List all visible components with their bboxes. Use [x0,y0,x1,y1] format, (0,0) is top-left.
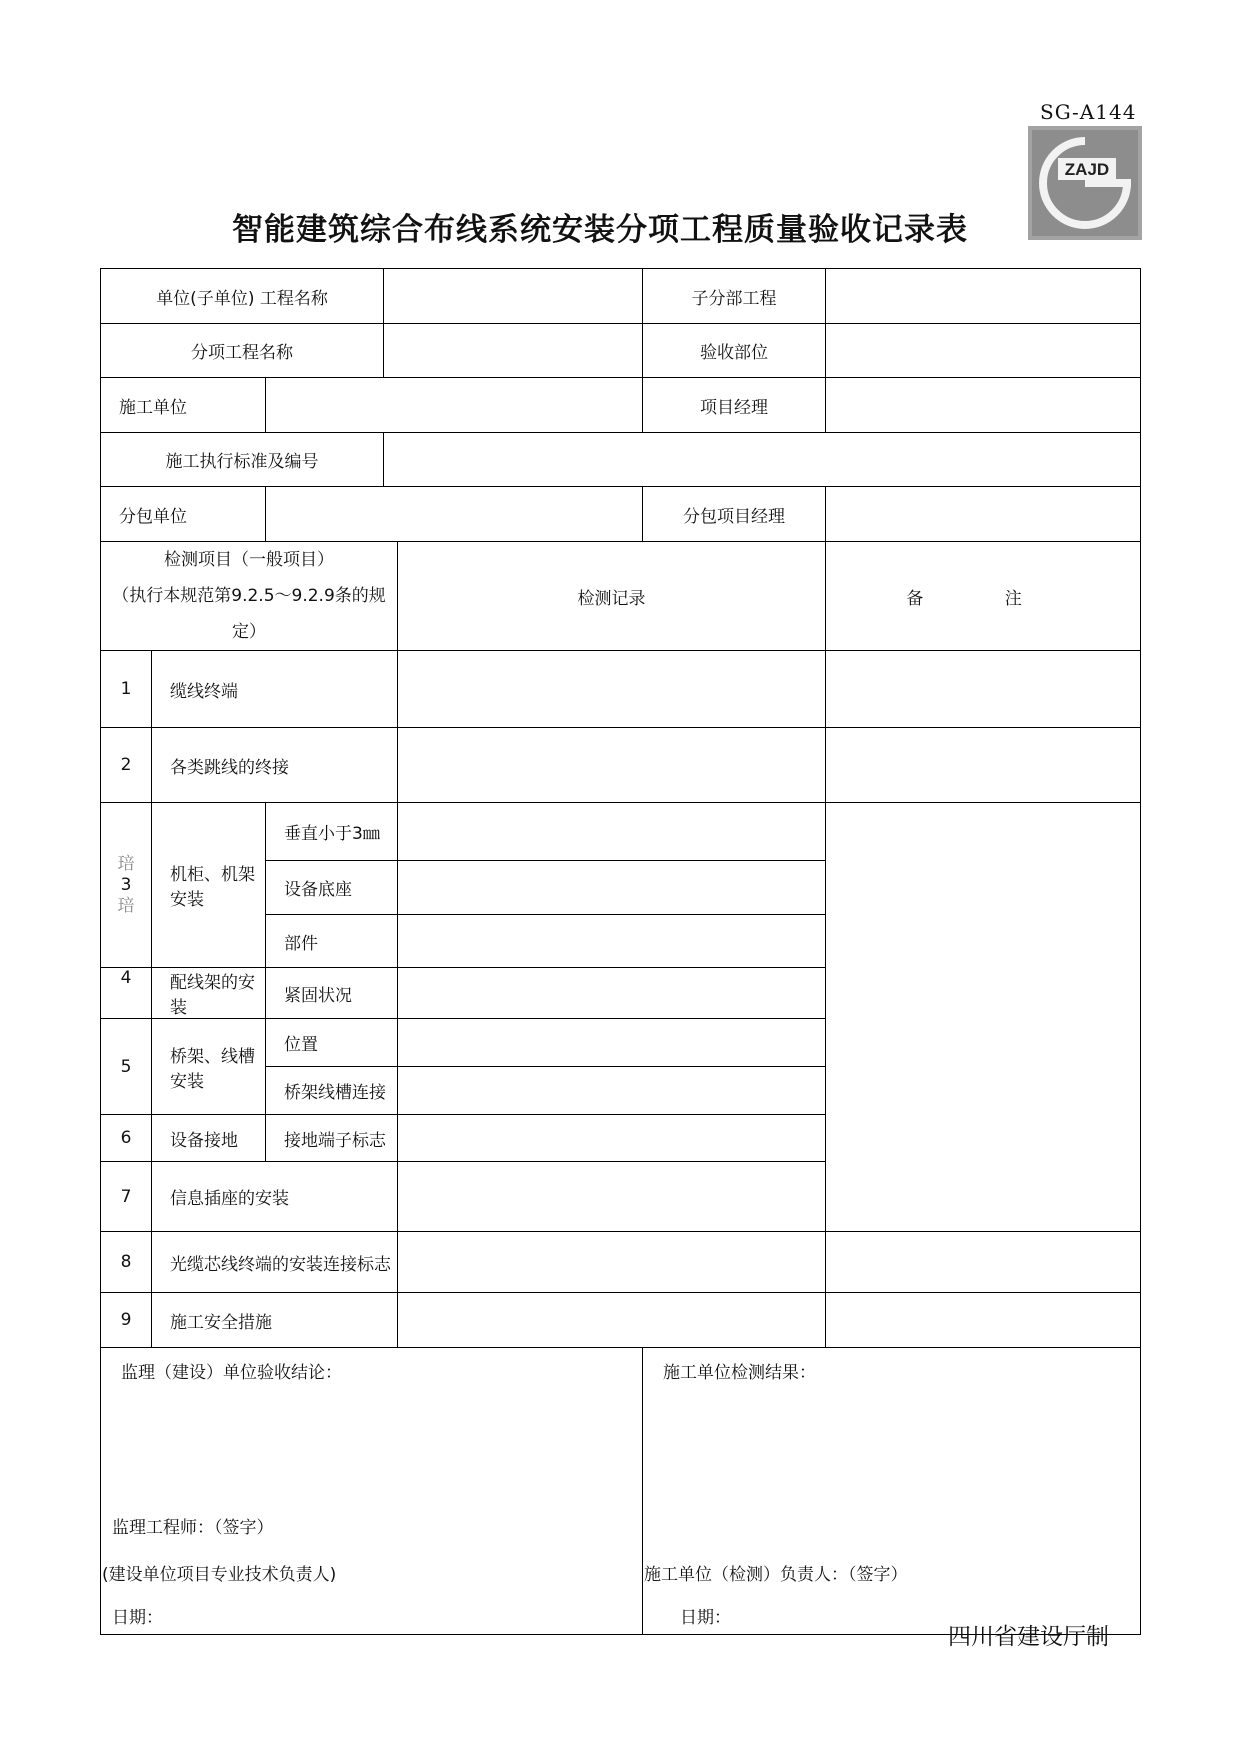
record-cell[interactable] [398,728,826,803]
record-cell[interactable] [398,803,826,861]
sub-division-value[interactable] [826,269,1141,324]
sub-item: 部件 [266,915,398,968]
item-name: 光缆芯线终端的安装连接标志 [152,1232,398,1293]
item-name: 施工安全措施 [152,1293,398,1348]
record-cell[interactable] [398,1293,826,1348]
quality-acceptance-table [100,268,1141,1635]
item-number: 2 [101,728,152,803]
construction-unit-label: 施工单位 [101,378,266,433]
item-number: 4 [101,968,152,1019]
remarks-cell[interactable] [826,1232,1141,1293]
record-header: 检测记录 [398,542,826,651]
item-number: 8 [101,1232,152,1293]
record-cell[interactable] [398,1232,826,1293]
item-name: 各类跳线的终接 [152,728,398,803]
acceptance-part-value[interactable] [826,324,1141,378]
record-cell[interactable] [398,861,826,915]
svg-text:ZAJD: ZAJD [1064,160,1110,179]
record-cell[interactable] [398,1162,826,1232]
item-name: 机柜、机架安装 [152,803,266,968]
item-header-line2: （执行本规范第9.2.5～9.2.9条的规定） [112,586,386,642]
subcontract-manager-value[interactable] [826,487,1141,542]
supervisor-engineer-label: 监理工程师：（签字） [112,1518,274,1538]
subcontract-unit-value[interactable] [266,487,643,542]
standard-label: 施工执行标准及编号 [101,433,384,487]
form-code: SG-A144 [1040,100,1137,124]
item-name: 配线架的安装 [152,968,266,1019]
remarks-cell[interactable] [826,728,1141,803]
record-cell[interactable] [398,1019,826,1067]
sub-item: 垂直小于3㎜ [266,803,398,861]
item-name: 桥架、线槽安装 [152,1019,266,1115]
remarks-header: 备 注 [826,542,1141,651]
acceptance-part-label: 验收部位 [643,324,826,378]
item-number: 9 [101,1293,152,1348]
construction-date-label: 日期： [680,1608,732,1628]
record-cell[interactable] [398,1115,826,1162]
sub-item: 位置 [266,1019,398,1067]
sub-item: 桥架线槽连接 [266,1067,398,1115]
item-number: 琣 3 琣 [101,803,152,968]
supervisor-conclusion-label: 监理（建设）单位验收结论： [121,1363,342,1383]
item-name: 设备接地 [152,1115,266,1162]
construction-result-area[interactable] [643,1348,1141,1635]
project-manager-value[interactable] [826,378,1141,433]
item-header [101,542,398,651]
supervisor-date-label: 日期： [112,1608,163,1628]
item-header-line1: 检测项目（一般项目） [164,550,335,570]
item-number: 6 [101,1115,152,1162]
construction-rep-label: 施工单位（检测）负责人：（签字） [644,1565,908,1585]
project-manager-label: 项目经理 [643,378,826,433]
form-title: 智能建筑综合布线系统安装分项工程质量验收记录表 [232,212,968,248]
subcontract-unit-label: 分包单位 [101,487,266,542]
item-number: 5 [101,1019,152,1115]
item-number: 7 [101,1162,152,1232]
issuer-footer: 四川省建设厅制 [948,1624,1109,1650]
unit-project-value[interactable] [384,269,643,324]
owner-rep-label: (建设单位项目专业技术负责人) [102,1565,337,1585]
record-cell[interactable] [398,968,826,1019]
remarks-cell-merged[interactable] [826,803,1141,1232]
remarks-cell[interactable] [826,1293,1141,1348]
sub-division-label: 子分部工程 [643,269,826,324]
unit-project-label: 单位(子单位) 工程名称 [101,269,384,324]
remarks-cell[interactable] [826,651,1141,728]
item-name: 缆线终端 [152,651,398,728]
subcontract-manager-label: 分包项目经理 [643,487,826,542]
sub-item: 设备底座 [266,861,398,915]
construction-unit-value[interactable] [266,378,643,433]
record-cell[interactable] [398,915,826,968]
record-cell[interactable] [398,1067,826,1115]
supervisor-conclusion-area[interactable] [101,1348,643,1635]
sub-item-value[interactable] [384,324,643,378]
sub-item: 接地端子标志 [266,1115,398,1162]
item-name: 信息插座的安装 [152,1162,398,1232]
standard-value[interactable] [384,433,1141,487]
construction-result-label: 施工单位检测结果： [663,1363,817,1383]
record-cell[interactable] [398,651,826,728]
item-number: 1 [101,651,152,728]
sub-item-label: 分项工程名称 [101,324,384,378]
sub-item: 紧固状况 [266,968,398,1019]
